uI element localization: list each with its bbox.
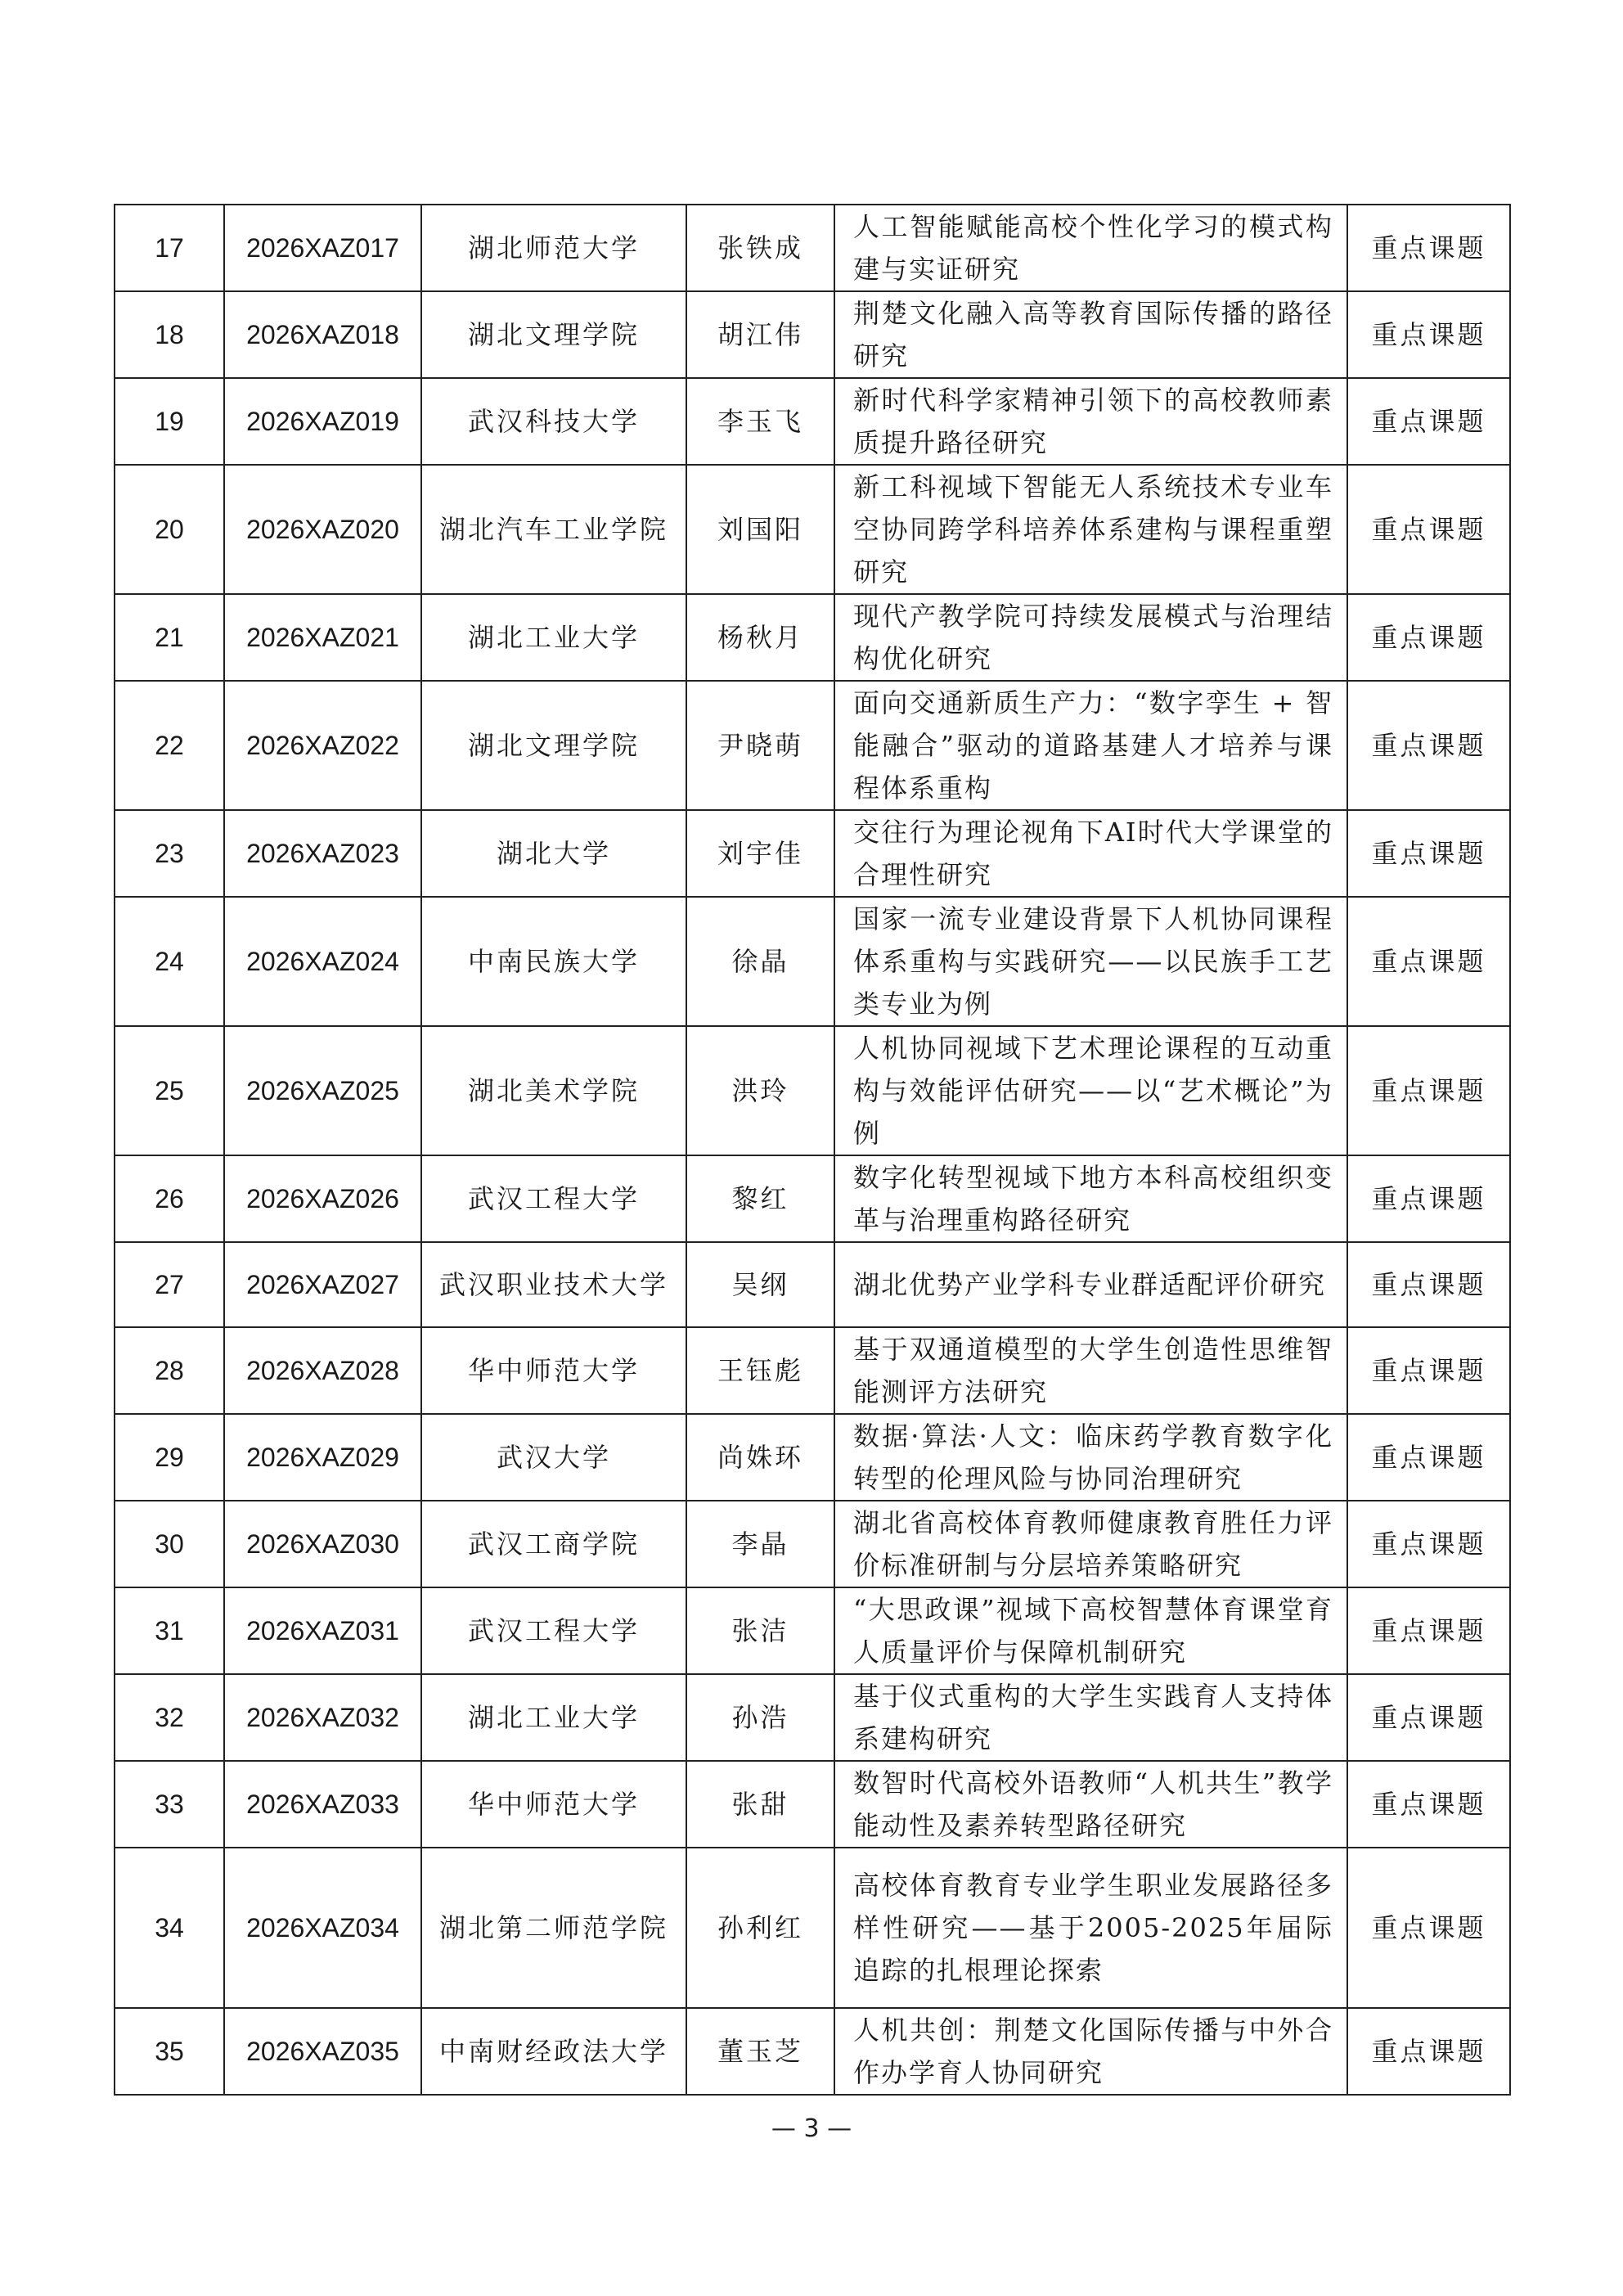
cell-project-title: 新时代科学家精神引领下的高校教师素质提升路径研究 — [834, 378, 1347, 465]
page-number: — 3 — — [771, 2114, 852, 2143]
cell-number: 19 — [115, 378, 224, 465]
cell-project-leader: 胡江伟 — [686, 291, 834, 378]
cell-number: 21 — [115, 594, 224, 681]
cell-institution: 武汉工商学院 — [421, 1501, 686, 1587]
cell-institution: 武汉职业技术大学 — [421, 1242, 686, 1327]
cell-number: 32 — [115, 1674, 224, 1761]
cell-project-category: 重点课题 — [1347, 291, 1510, 378]
table-body — [115, 205, 1510, 2095]
table-row — [115, 1848, 1510, 2008]
cell-project-title: 新工科视域下智能无人系统技术专业车空协同跨学科培养体系建构与课程重塑研究 — [834, 465, 1347, 594]
cell-project-category: 重点课题 — [1347, 1501, 1510, 1587]
cell-number: 18 — [115, 291, 224, 378]
cell-institution: 湖北第二师范学院 — [421, 1848, 686, 2008]
cell-project-title: 湖北优势产业学科专业群适配评价研究 — [834, 1242, 1347, 1327]
cell-project-category: 重点课题 — [1347, 594, 1510, 681]
table-row — [115, 681, 1510, 810]
cell-project-code: 2026XAZ033 — [224, 1761, 421, 1848]
cell-number: 22 — [115, 681, 224, 810]
cell-project-code: 2026XAZ023 — [224, 810, 421, 897]
cell-project-code: 2026XAZ021 — [224, 594, 421, 681]
cell-institution: 武汉工程大学 — [421, 1155, 686, 1242]
project-list-table — [114, 204, 1511, 2096]
cell-project-category: 重点课题 — [1347, 810, 1510, 897]
cell-institution: 武汉科技大学 — [421, 378, 686, 465]
cell-project-category: 重点课题 — [1347, 897, 1510, 1026]
cell-number: 25 — [115, 1026, 224, 1155]
cell-project-title: “大思政课”视域下高校智慧体育课堂育人质量评价与保障机制研究 — [834, 1587, 1347, 1674]
cell-project-category: 重点课题 — [1347, 465, 1510, 594]
cell-project-title: 数据·算法·人文：临床药学教育数字化转型的伦理风险与协同治理研究 — [834, 1414, 1347, 1501]
cell-project-code: 2026XAZ022 — [224, 681, 421, 810]
cell-institution: 武汉工程大学 — [421, 1587, 686, 1674]
cell-project-title: 人机共创：荆楚文化国际传播与中外合作办学育人协同研究 — [834, 2008, 1347, 2095]
cell-project-title: 人工智能赋能高校个性化学习的模式构建与实证研究 — [834, 205, 1347, 291]
cell-project-category: 重点课题 — [1347, 1155, 1510, 1242]
cell-project-title: 面向交通新质生产力：“数字孪生 + 智能融合”驱动的道路基建人才培养与课程体系重构 — [834, 681, 1347, 810]
cell-project-category: 重点课题 — [1347, 1026, 1510, 1155]
cell-project-leader: 孙浩 — [686, 1674, 834, 1761]
cell-project-category: 重点课题 — [1347, 1848, 1510, 2008]
cell-project-code: 2026XAZ020 — [224, 465, 421, 594]
cell-number: 17 — [115, 205, 224, 291]
cell-project-code: 2026XAZ032 — [224, 1674, 421, 1761]
cell-project-leader: 张洁 — [686, 1587, 834, 1674]
cell-project-code: 2026XAZ030 — [224, 1501, 421, 1587]
cell-project-title: 现代产教学院可持续发展模式与治理结构优化研究 — [834, 594, 1347, 681]
cell-project-category: 重点课题 — [1347, 2008, 1510, 2095]
cell-project-title: 荆楚文化融入高等教育国际传播的路径研究 — [834, 291, 1347, 378]
cell-project-code: 2026XAZ028 — [224, 1327, 421, 1414]
cell-number: 26 — [115, 1155, 224, 1242]
cell-project-title: 高校体育教育专业学生职业发展路径多样性研究——基于2005-2025年届际追踪的扎根理论探索 — [834, 1848, 1347, 2008]
cell-project-leader: 王钰彪 — [686, 1327, 834, 1414]
cell-project-category: 重点课题 — [1347, 1242, 1510, 1327]
cell-project-category: 重点课题 — [1347, 378, 1510, 465]
cell-project-leader: 刘宇佳 — [686, 810, 834, 897]
cell-project-category: 重点课题 — [1347, 1414, 1510, 1501]
cell-project-leader: 徐晶 — [686, 897, 834, 1026]
table-row — [115, 1501, 1510, 1587]
cell-number: 27 — [115, 1242, 224, 1327]
table-row — [115, 1026, 1510, 1155]
cell-project-title: 基于双通道模型的大学生创造性思维智能测评方法研究 — [834, 1327, 1347, 1414]
cell-number: 24 — [115, 897, 224, 1026]
cell-institution: 华中师范大学 — [421, 1761, 686, 1848]
cell-number: 29 — [115, 1414, 224, 1501]
table-row — [115, 594, 1510, 681]
cell-project-code: 2026XAZ034 — [224, 1848, 421, 2008]
cell-project-leader: 孙利红 — [686, 1848, 834, 2008]
cell-institution: 湖北美术学院 — [421, 1026, 686, 1155]
cell-number: 20 — [115, 465, 224, 594]
table-row — [115, 897, 1510, 1026]
cell-project-leader: 吴纲 — [686, 1242, 834, 1327]
cell-number: 28 — [115, 1327, 224, 1414]
cell-institution: 湖北文理学院 — [421, 291, 686, 378]
cell-project-title: 国家一流专业建设背景下人机协同课程体系重构与实践研究——以民族手工艺类专业为例 — [834, 897, 1347, 1026]
cell-project-title: 交往行为理论视角下AI时代大学课堂的合理性研究 — [834, 810, 1347, 897]
cell-project-code: 2026XAZ031 — [224, 1587, 421, 1674]
cell-project-leader: 黎红 — [686, 1155, 834, 1242]
cell-project-leader: 李玉飞 — [686, 378, 834, 465]
cell-number: 33 — [115, 1761, 224, 1848]
table-row — [115, 465, 1510, 594]
cell-institution: 湖北师范大学 — [421, 205, 686, 291]
cell-project-code: 2026XAZ018 — [224, 291, 421, 378]
cell-institution: 湖北工业大学 — [421, 1674, 686, 1761]
table-row — [115, 1242, 1510, 1327]
cell-institution: 湖北大学 — [421, 810, 686, 897]
cell-number: 23 — [115, 810, 224, 897]
cell-number: 31 — [115, 1587, 224, 1674]
cell-project-code: 2026XAZ029 — [224, 1414, 421, 1501]
cell-project-leader: 杨秋月 — [686, 594, 834, 681]
cell-project-leader: 张铁成 — [686, 205, 834, 291]
cell-project-leader: 尚姝环 — [686, 1414, 834, 1501]
table-row — [115, 1587, 1510, 1674]
cell-project-category: 重点课题 — [1347, 1587, 1510, 1674]
cell-number: 34 — [115, 1848, 224, 2008]
cell-institution: 中南民族大学 — [421, 897, 686, 1026]
table-row — [115, 1327, 1510, 1414]
table-row — [115, 1155, 1510, 1242]
cell-project-code: 2026XAZ026 — [224, 1155, 421, 1242]
cell-project-category: 重点课题 — [1347, 1674, 1510, 1761]
cell-institution: 中南财经政法大学 — [421, 2008, 686, 2095]
table-row — [115, 378, 1510, 465]
cell-project-code: 2026XAZ017 — [224, 205, 421, 291]
table-row — [115, 205, 1510, 291]
cell-number: 35 — [115, 2008, 224, 2095]
cell-project-leader: 董玉芝 — [686, 2008, 834, 2095]
cell-project-leader: 张甜 — [686, 1761, 834, 1848]
table-row — [115, 2008, 1510, 2095]
table-row — [115, 810, 1510, 897]
cell-project-title: 数智时代高校外语教师“人机共生”教学能动性及素养转型路径研究 — [834, 1761, 1347, 1848]
cell-institution: 华中师范大学 — [421, 1327, 686, 1414]
cell-project-category: 重点课题 — [1347, 681, 1510, 810]
cell-project-title: 数字化转型视域下地方本科高校组织变革与治理重构路径研究 — [834, 1155, 1347, 1242]
cell-project-code: 2026XAZ035 — [224, 2008, 421, 2095]
table-row — [115, 291, 1510, 378]
cell-number: 30 — [115, 1501, 224, 1587]
cell-project-code: 2026XAZ019 — [224, 378, 421, 465]
cell-project-code: 2026XAZ025 — [224, 1026, 421, 1155]
table-row — [115, 1674, 1510, 1761]
cell-project-leader: 尹晓萌 — [686, 681, 834, 810]
cell-project-category: 重点课题 — [1347, 205, 1510, 291]
cell-institution: 武汉大学 — [421, 1414, 686, 1501]
cell-project-category: 重点课题 — [1347, 1761, 1510, 1848]
cell-project-title: 湖北省高校体育教师健康教育胜任力评价标准研制与分层培养策略研究 — [834, 1501, 1347, 1587]
cell-institution: 湖北汽车工业学院 — [421, 465, 686, 594]
cell-project-code: 2026XAZ024 — [224, 897, 421, 1026]
cell-project-leader: 李晶 — [686, 1501, 834, 1587]
cell-institution: 湖北文理学院 — [421, 681, 686, 810]
cell-project-title: 基于仪式重构的大学生实践育人支持体系建构研究 — [834, 1674, 1347, 1761]
table-row — [115, 1414, 1510, 1501]
cell-project-leader: 刘国阳 — [686, 465, 834, 594]
cell-institution: 湖北工业大学 — [421, 594, 686, 681]
cell-project-title: 人机协同视域下艺术理论课程的互动重构与效能评估研究——以“艺术概论”为例 — [834, 1026, 1347, 1155]
cell-project-leader: 洪玲 — [686, 1026, 834, 1155]
cell-project-category: 重点课题 — [1347, 1327, 1510, 1414]
cell-project-code: 2026XAZ027 — [224, 1242, 421, 1327]
table-row — [115, 1761, 1510, 1848]
